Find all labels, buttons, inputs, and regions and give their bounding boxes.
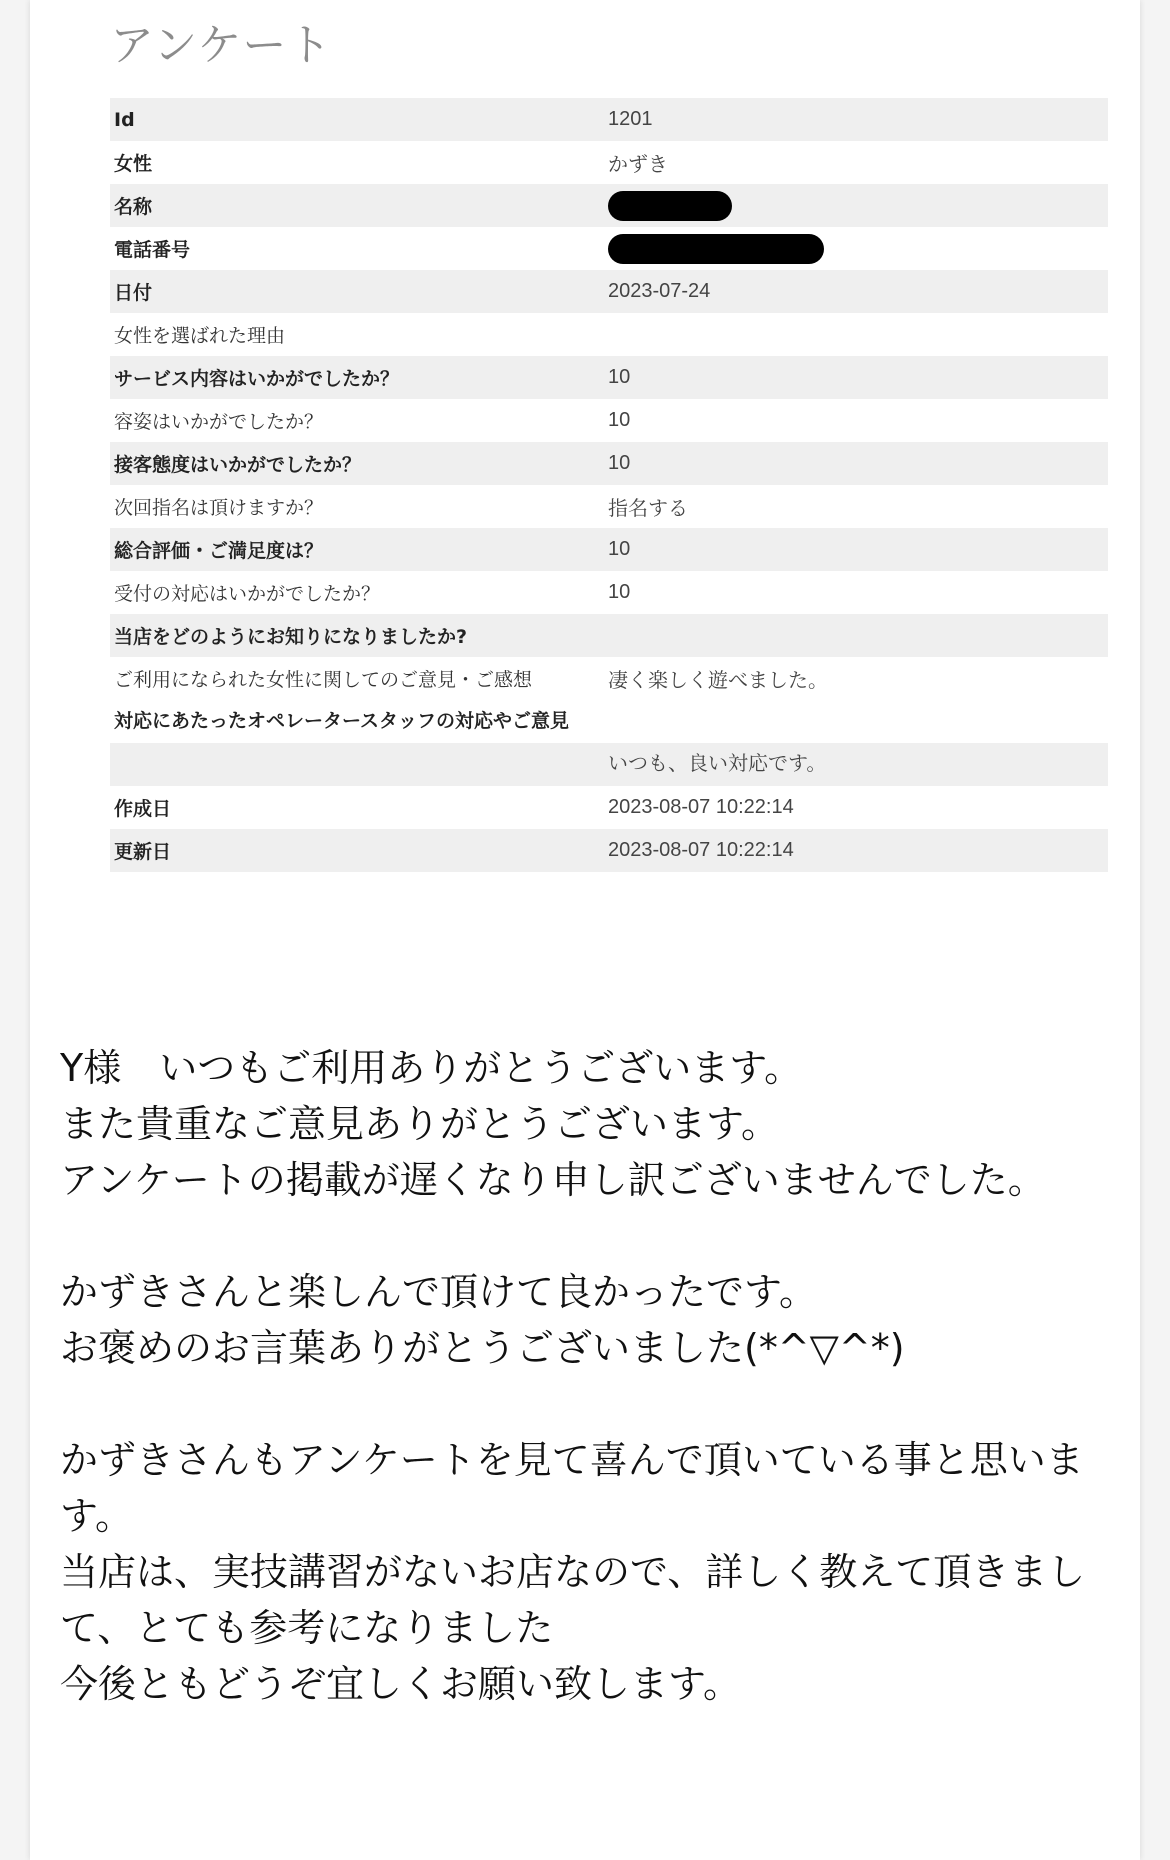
- row-value-date: 2023-07-24: [608, 280, 711, 302]
- table-row: [110, 571, 1108, 614]
- table-row: [110, 98, 1108, 141]
- survey-title: アンケート: [110, 20, 333, 71]
- row-value-opinion-woman: 凄く楽しく遊べました。: [608, 668, 828, 692]
- row-label-reception: 受付の対応はいかがでしたか？: [114, 583, 381, 605]
- row-value-opinion-staff: いつも、良い対応です。: [608, 751, 827, 775]
- table-row: [110, 356, 1108, 399]
- row-value-name: [604, 184, 1108, 227]
- row-label-name: 名称: [114, 196, 153, 218]
- reply-line: また貴重なご意見ありがとうございます。: [60, 1102, 779, 1146]
- row-value-created: 2023-08-07 10:22:14: [608, 796, 794, 818]
- table-row: [110, 657, 1108, 700]
- row-value-attitude: 10: [608, 452, 631, 474]
- row-label-service: サービス内容はいかがでしたか？: [114, 368, 400, 390]
- row-label-created: 作成日: [114, 798, 172, 820]
- table-row: [110, 184, 1108, 227]
- row-label-overall: 総合評価・ご満足度は？: [114, 540, 324, 562]
- table-row: [110, 700, 1108, 786]
- row-label-id: Id: [114, 108, 135, 131]
- row-label-attitude: 接客態度はいかがでしたか？: [114, 454, 362, 476]
- table-row: [110, 485, 1108, 528]
- table-row: [110, 399, 1108, 442]
- table-row: [110, 227, 1108, 270]
- table-row: [110, 528, 1108, 571]
- row-value-next-request: 指名する: [608, 496, 688, 520]
- row-value-id: 1201: [608, 108, 653, 130]
- row-label-opinion-staff: 対応にあたったオペレータースタッフの対応やご意見: [114, 710, 570, 732]
- table-row: [110, 786, 1108, 829]
- reply-line: 当店は、実技講習がないお店なので、詳しく教えて頂きまして、とても参考になりました: [60, 1550, 1086, 1650]
- row-value-appearance: 10: [608, 409, 631, 431]
- row-value-updated: 2023-08-07 10:22:14: [608, 839, 794, 861]
- row-value-how-known: [604, 614, 1108, 657]
- redaction-mark: [608, 191, 732, 221]
- row-value-phone: [604, 227, 1108, 270]
- redaction-mark: [608, 234, 824, 264]
- row-label-how-known: 当店をどのようにお知りになりましたか?: [114, 626, 468, 648]
- reply-line: かずきさんと楽しんで頂けて良かったです。: [60, 1270, 817, 1314]
- row-value-woman: かずき: [608, 152, 668, 176]
- content-card: [30, 0, 1140, 1860]
- row-label-next-request: 次回指名は頂けますか？: [114, 497, 324, 519]
- reply-line: アンケートの掲載が遅くなり申し訳ございませんでした。: [60, 1158, 1046, 1202]
- table-row: [110, 141, 1108, 184]
- row-label-appearance: 容姿はいかがでしたか？: [114, 411, 324, 433]
- paragraph-gap: [60, 1208, 1120, 1264]
- row-value-reason: [604, 313, 1108, 356]
- row-value-service: 10: [608, 366, 631, 388]
- row-label-phone: 電話番号: [114, 239, 191, 261]
- table-row: [110, 442, 1108, 485]
- row-label-updated: 更新日: [114, 841, 172, 863]
- table-row: [110, 829, 1108, 872]
- shop-reply: [60, 1040, 1120, 1712]
- row-value-reception: 10: [608, 581, 631, 603]
- table-row: [110, 270, 1108, 313]
- row-label-date: 日付: [114, 282, 153, 304]
- survey-table: [110, 98, 1108, 872]
- row-label-woman: 女性: [114, 153, 153, 175]
- reply-line: かずきさんもアンケートを見て喜んで頂いている事と思います。: [60, 1438, 1084, 1538]
- reply-line: お褒めのお言葉ありがとうございました(*^▽^*): [60, 1326, 905, 1370]
- row-label-reason: 女性を選ばれた理由: [114, 325, 286, 347]
- row-value-overall: 10: [608, 538, 631, 560]
- reply-line: Y様 いつもご利用ありがとうございます。: [60, 1046, 803, 1090]
- paragraph-gap: [60, 1376, 1120, 1432]
- reply-line: 今後ともどうぞ宜しくお願い致します。: [60, 1662, 741, 1706]
- table-row: [110, 614, 1108, 657]
- row-label-opinion-woman: ご利用になられた女性に関してのご意見・ご感想: [114, 669, 533, 691]
- table-row: [110, 313, 1108, 356]
